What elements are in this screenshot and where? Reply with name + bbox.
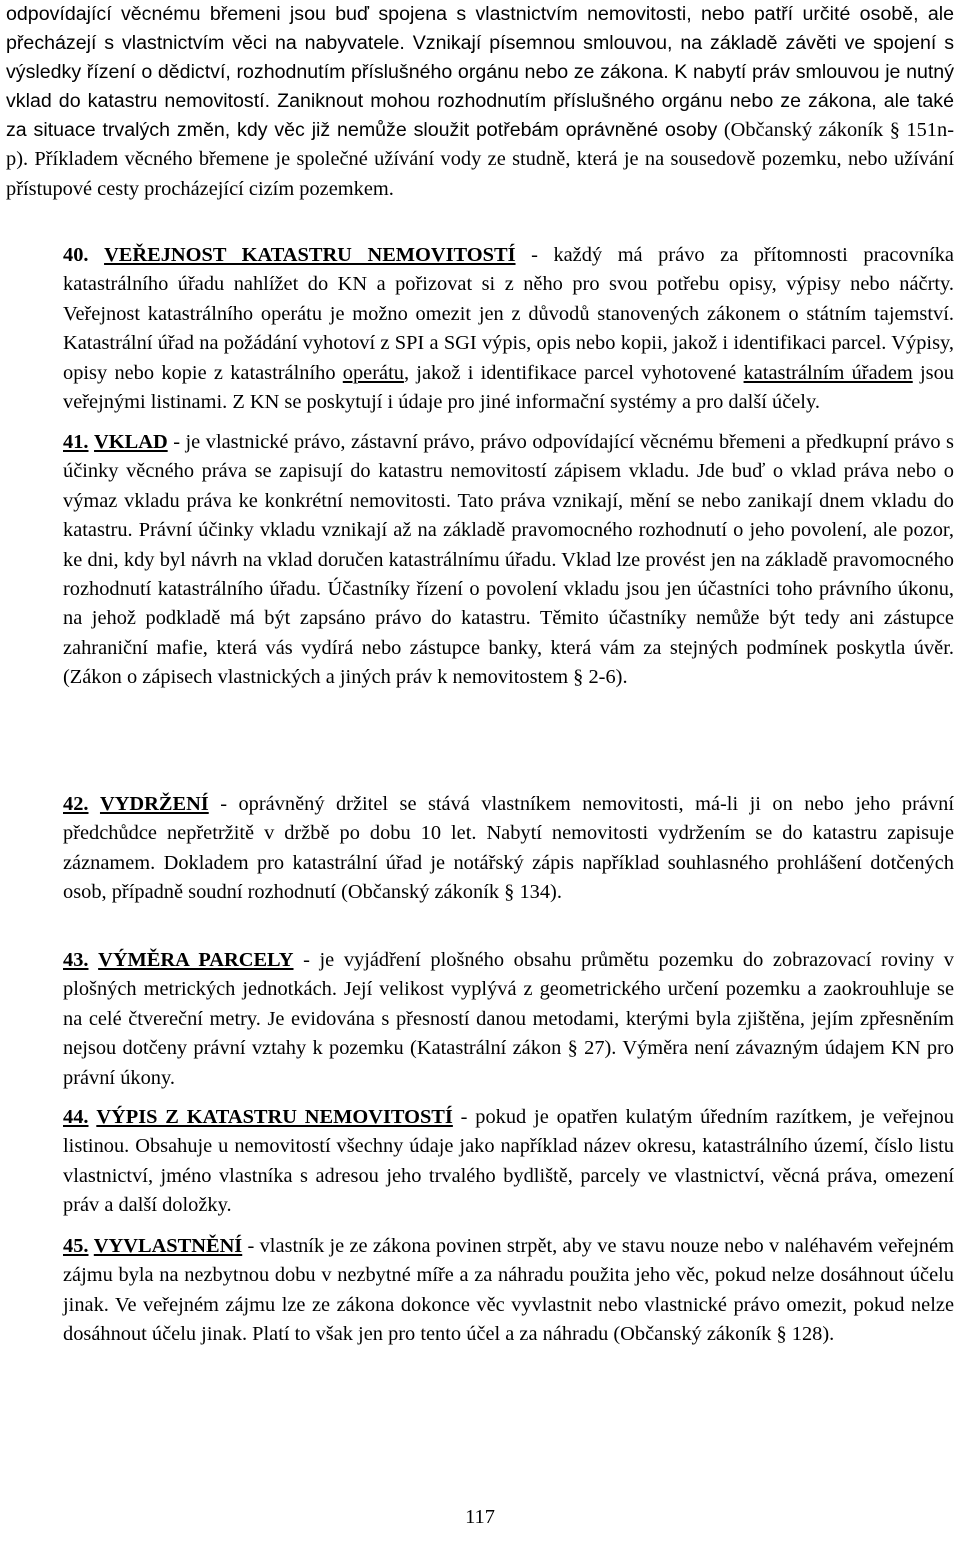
section-44-body: - pokud je opatřen kulatým úředním razítkem, je veřejnou listinou. Obsahuje u nemovitostí všechny údaje jako například název okresu, katastrálního území, číslo listu vlastnictví, jméno vlastníka s adresou jeho trvalého bydliště, parcely ve vlastnictví, věcná práva, omezení práv a další doložky. (63, 1106, 954, 1217)
intro-paragraph (6, 0, 954, 204)
section-41-heading: VKLAD (94, 431, 168, 453)
section-40-number: 40. (63, 244, 89, 266)
section-43-number: 43. (63, 949, 89, 971)
section-45 (6, 1232, 954, 1350)
section-42 (6, 790, 954, 908)
section-40 (6, 241, 954, 417)
section-40-body-1: - každý má právo za přítomnosti pracovníka katastrálního úřadu nahlížet do KN a pořizovat si z něho pro svou potřebu opisy, výpisy nebo náčrty. Veřejnost katastrálního operátu je možno omezit jen z důvodů stanovených zákonem o státním tajemství. Katastrální úřad na požádání vyhotoví z SPI a SGI výpis, opis nebo kopii, jakož i identifikaci parcel. Výpisy, opisy nebo kopie z katastrálního (63, 244, 954, 384)
section-43-body: - je vyjádření plošného obsahu průmětu pozemku do zobrazovací roviny v plošných metrických jednotkách. Její velikost vyplývá z geometrického určení pozemku a zaokrouhluje se na celé čtvereční metry. Je evidována s přesností danou metodami, kterými byla zjištěna, jejím zpřesněním nejsou dotčeny právní vztahy k pozemku (Katastrální zákon § 27). Výměra není závazným údajem KN pro právní úkony. (63, 949, 954, 1089)
section-41-body: - je vlastnické právo, zástavní právo, právo odpovídající věcnému břemeni a předkupní právo s účinky věcného práva se zapisují do katastru nemovitostí zápisem vkladu. Jde buď o vklad práva nebo o výmaz vkladu práva ke konkrétní nemovitosti. Tato práva vznikají, mění se nebo zanikají dnem vkladu do katastru. Právní účinky vkladu vznikají až na základě pravomocného rozhodnutí o jeho povolení, ale pozor, ke dni, kdy byl návrh na vklad doručen katastrálnímu úřadu. Vklad lze provést jen na základě pravomocného rozhodnutí katastrálního úřadu. Účastníky řízení o povolení vkladu jsou jen účastníci toho právního úkonu, na jehož podkladě má být zapsáno právo do katastru. Těmito účastníky nemůže být tedy ani zástupce zahraniční mafie, která vás vydírá nebo zástupce banky, která vám za stejných podmínek poskytla úvěr. (Zákon o zápisech vlastnických a jiných práv k nemovitostem § 2-6). (63, 431, 954, 689)
section-44 (6, 1103, 954, 1221)
section-43-heading: VÝMĚRA PARCELY (98, 949, 294, 971)
section-45-body: - vlastník je ze zákona povinen strpět, aby ve stavu nouze nebo v naléhavém veřejném zájmu byla na nezbytnou dobu v nezbytné míře a za náhradu použita jeho věc, pokud nelze dosáhnout účelu jinak. Ve veřejném zájmu lze ze zákona dokonce věc vyvlastnit nebo vlastnické právo omezit, pokud nelze dosáhnout účelu jinak. Platí to však jen pro tento účel a za náhradu (Občanský zákoník § 128). (63, 1235, 954, 1346)
section-44-number: 44. (63, 1106, 89, 1128)
section-40-heading: VEŘEJNOST KATASTRU NEMOVITOSTÍ (104, 244, 516, 266)
intro-text-serif: (Občanský zákoník § 151n-p). Příkladem věcného břemene je společné užívání vody ze studně, která je na sousedově pozemku, nebo užívání přístupové cesty procházející cizím pozemkem. (6, 119, 954, 200)
section-40-body-2: , jakož i identifikace parcel vyhotovené (403, 361, 744, 384)
section-42-heading: VYDRŽENÍ (99, 793, 209, 815)
intro-text-sans: odpovídající věcnému břemeni jsou buď spojena s vlastnictvím nemovitosti, nebo patří určité osobě, ale přecházejí s vlastnictvím věci na nabyvatele. Vznikají písemnou smlouvou, na základě závěti ve spojení s výsledky řízení o dědictví, rozhodnutím příslušného orgánu nebo ze zákona. K nabytí práv smlouvou je nutný vklad do katastru nemovitostí. Zaniknout mohou rozhodnutím příslušného orgánu nebo ze zákona, ale také za situace trvalých změn, kdy věc již nemůže sloužit potřebám oprávněné osoby (6, 3, 954, 141)
section-41 (6, 428, 954, 693)
section-40-link-operatu: operátu (342, 361, 404, 384)
section-45-number: 45. (63, 1235, 89, 1257)
section-42-number: 42. (63, 793, 89, 815)
section-40-link-katastralni-urad: katastrálním úřadem (743, 361, 913, 384)
section-40-body-3: jsou veřejnými listinami. Z KN se poskytují i údaje pro jiné informační systémy a pro další účely. (63, 361, 954, 414)
page-number: 117 (465, 1506, 495, 1528)
section-41-number: 41. (63, 431, 89, 453)
section-44-heading: VÝPIS Z KATASTRU NEMOVITOSTÍ (96, 1106, 453, 1128)
section-45-heading: VYVLASTNĚNÍ (93, 1235, 243, 1257)
section-42-body: - oprávněný držitel se stává vlastníkem nemovitosti, má-li ji on nebo jeho právní předchůdce nepřetržitě v držbě po dobu 10 let. Nabytí nemovitosti vydržením se do katastru zapisuje záznamem. Dokladem pro katastrální úřad je notářský zápis například souhlasného prohlášení dotčených osob, případně soudní rozhodnutí (Občanský zákoník § 134). (63, 793, 954, 904)
section-43 (6, 946, 954, 1093)
